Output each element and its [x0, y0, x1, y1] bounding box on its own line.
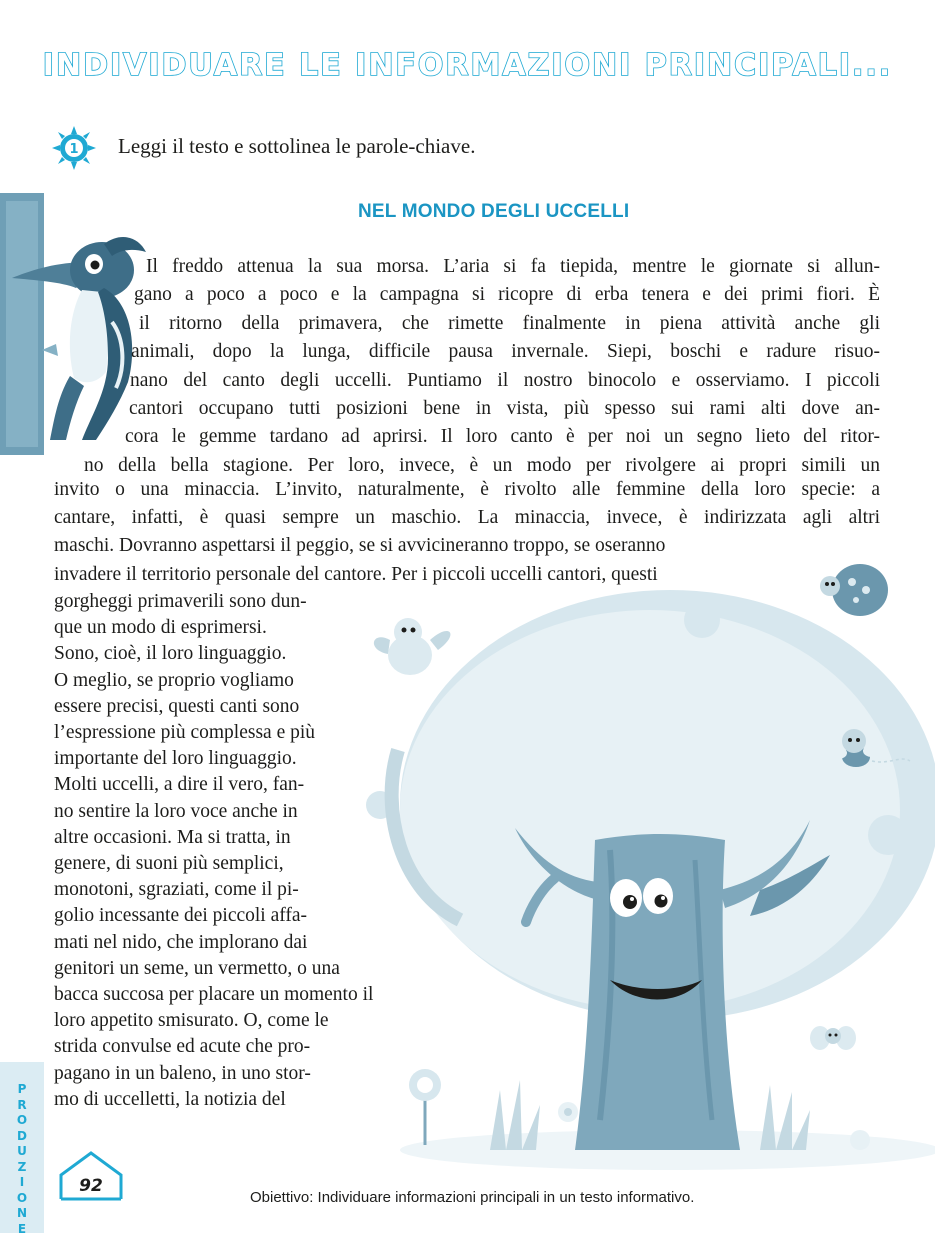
page-title: INDIVIDUARE LE INFORMAZIONI PRINCIPALI...: [42, 48, 893, 83]
text-line: animali, dopo la lunga, difficile pausa invernale. Siepi, boschi e radure risuo-: [131, 341, 880, 363]
text-line: no della bella stagione. Per loro, invece, è un modo per rivolgere ai propri simili un: [84, 454, 880, 476]
exercise-number-icon: [52, 126, 96, 170]
text-line: l’espressione più complessa e più: [54, 722, 316, 743]
text-line: mo di uccelletti, la notizia del: [54, 1088, 286, 1110]
text-line: essere precisi, questi canti sono: [54, 695, 300, 717]
text-line: invadere il territorio personale del cantore. Per i piccoli uccelli cantori, questi: [54, 563, 658, 585]
text-line: pagano in un baleno, in uno stor-: [54, 1062, 311, 1084]
text-line: genere, di suoni più semplici,: [54, 853, 284, 874]
text-line: altre occasioni. Ma si tratta, in: [54, 826, 291, 848]
text-line: loro appetito smisurato. O, come le: [54, 1010, 329, 1032]
text-line: Sono, cioè, il loro linguaggio.: [54, 643, 287, 665]
text-line: strida convulse ed acute che pro-: [54, 1036, 311, 1058]
text-line: cantori occupano tutti posizioni bene in vista, più spesso sui rami alti dove an-: [129, 398, 880, 419]
text-line: invito o una minaccia. L’invito, naturalmente, è rivolto alle femmine della loro specie: a: [54, 479, 880, 500]
text-line: gano a poco a poco e la campagna si ricopre di erba tenera e dei primi fiori. È: [134, 284, 880, 306]
text-line: maschi. Dovranno aspettarsi il peggio, se si avvicineranno troppo, se oseranno: [54, 535, 666, 557]
text-line: monotoni, sgraziati, come il pi-: [54, 879, 299, 901]
exercise-number: 1: [69, 142, 79, 157]
text-line: no sentire la loro voce anche in: [54, 800, 298, 822]
text-line: O meglio, se proprio vogliamo: [54, 669, 294, 691]
text-line: cora le gemme tardano ad aprirsi. Il loro canto è per noi un segno lieto del ritor-: [125, 426, 880, 448]
text-line: Il freddo attenua la sua morsa. L’aria si fa tiepida, mentre le giornate si allun-: [146, 256, 880, 277]
text-line: il ritorno della primavera, che rimette finalmente in piena attività anche gli: [139, 312, 880, 334]
page-number: 92: [79, 1176, 103, 1196]
text-line: cantare, infatti, è quasi sempre un maschio. La minaccia, invece, è indirizzata agli altri: [54, 507, 880, 529]
text-line: golio incessante dei piccoli affa-: [54, 905, 308, 927]
tree-illustration: [340, 560, 935, 1180]
text-line: gorgheggi primaverili sono dun-: [54, 591, 307, 612]
text-line: genitori un seme, un vermetto, o una: [54, 957, 340, 979]
text-line: que un modo di esprimersi.: [54, 617, 267, 639]
text-line: nano del canto degli uccelli. Puntiamo il nostro binocolo e osserviamo. I piccoli: [130, 369, 880, 391]
text-line: Molti uccelli, a dire il vero, fan-: [54, 774, 305, 796]
text-line: importante del loro linguaggio.: [54, 748, 297, 770]
section-label: P R O D U Z I O N E: [16, 1082, 28, 1236]
text-line: mati nel nido, che implorano dai: [54, 931, 308, 953]
text-line: bacca succosa per placare un momento il: [54, 984, 374, 1005]
objective-footer: Obiettivo: Individuare informazioni principali in un testo informativo.: [250, 1189, 695, 1206]
instruction-text: Leggi il testo e sottolinea le parole-chiave.: [118, 134, 476, 158]
reading-title: NEL MONDO DEGLI UCCELLI: [358, 201, 630, 222]
